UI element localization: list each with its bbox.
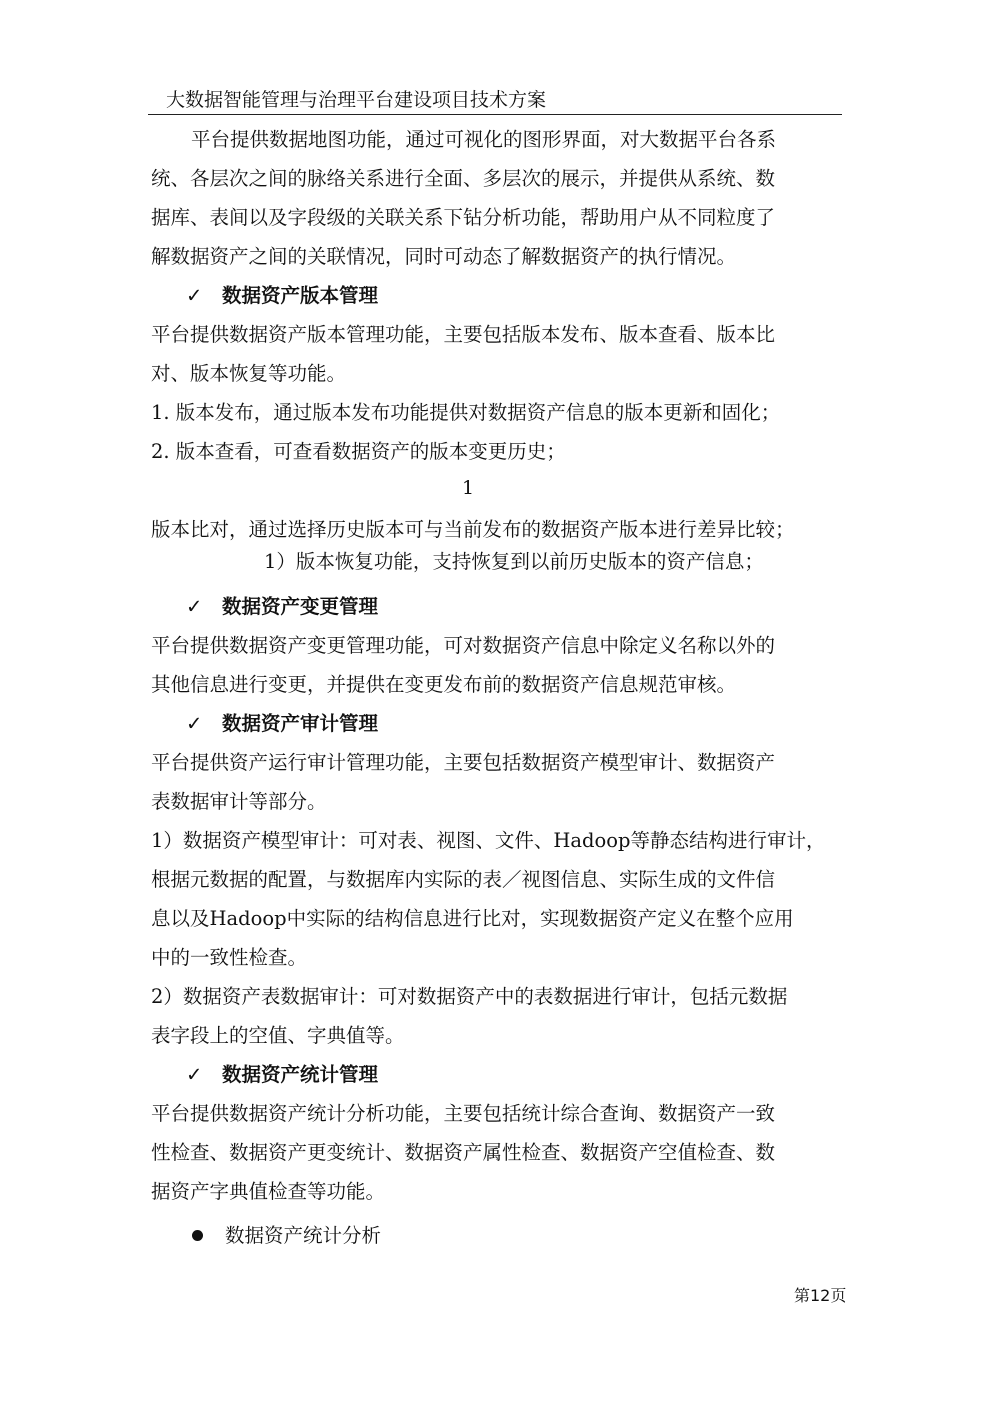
version-item-publish: 1. 版本发布，通过版本发布功能提供对数据资产信息的版本更新和固化； xyxy=(151,401,781,424)
change-paragraph-line-1: 平台提供数据资产变更管理功能，可对数据资产信息中除定义名称以外的 xyxy=(151,634,776,657)
stats-paragraph-line-2: 性检查、数据资产更变统计、数据资产属性检查、数据资产空值检查、数 xyxy=(151,1141,776,1164)
stats-paragraph-line-3: 据资产字典值检查等功能。 xyxy=(151,1180,386,1203)
audit-table-line-2: 表字段上的空值、字典值等。 xyxy=(151,1024,405,1047)
audit-model-line-1: 1）数据资产模型审计：可对表、视图、文件、Hadoop等静态结构进行审计， xyxy=(151,829,826,852)
check-icon: ✓ xyxy=(186,284,203,307)
bullet-stats-analysis xyxy=(192,1222,381,1250)
heading-change-management xyxy=(186,593,378,621)
version-restore-line: 1）版本恢复功能，支持恢复到以前历史版本的资产信息； xyxy=(264,550,764,573)
version-intro-line-2: 对、版本恢复等功能。 xyxy=(151,362,347,385)
heading-stats-label: 数据资产统计管理 xyxy=(222,1063,379,1086)
audit-table-line-1: 2）数据资产表数据审计：可对数据资产中的表数据进行审计，包括元数据 xyxy=(151,985,788,1008)
audit-model-line-2: 根据元数据的配置，与数据库内实际的表／视图信息、实际生成的文件信 xyxy=(151,868,776,891)
heading-audit-management xyxy=(186,710,378,738)
footer-page-number: 第12页 xyxy=(794,1286,847,1305)
bullet-dot-icon xyxy=(192,1230,203,1241)
map-paragraph-line-1: 平台提供数据地图功能，通过可视化的图形界面，对大数据平台各系 xyxy=(191,128,777,151)
document-header-title: 大数据智能管理与治理平台建设项目技术方案 xyxy=(166,89,547,111)
version-intro-line-1: 平台提供数据资产版本管理功能，主要包括版本发布、版本查看、版本比 xyxy=(151,323,776,346)
header-rule xyxy=(148,114,842,115)
check-icon: ✓ xyxy=(186,1063,203,1086)
stats-paragraph-line-1: 平台提供数据资产统计分析功能，主要包括统计综合查询、数据资产一致 xyxy=(151,1102,776,1125)
map-paragraph-line-3: 据库、表间以及字段级的关联关系下钻分析功能，帮助用户从不同粒度了 xyxy=(151,206,776,229)
audit-intro-line-1: 平台提供资产运行审计管理功能，主要包括数据资产模型审计、数据资产 xyxy=(151,751,776,774)
change-paragraph-line-2: 其他信息进行变更，并提供在变更发布前的数据资产信息规范审核。 xyxy=(151,673,737,696)
audit-model-line-4: 中的一致性检查。 xyxy=(151,946,308,969)
version-compare-line: 版本比对，通过选择历史版本可与当前发布的数据资产版本进行差异比较； xyxy=(151,518,795,541)
version-item-view: 2. 版本查看，可查看数据资产的版本变更历史； xyxy=(151,440,566,463)
heading-stats-management xyxy=(186,1061,378,1089)
audit-intro-line-2: 表数据审计等部分。 xyxy=(151,790,327,813)
heading-version-label: 数据资产版本管理 xyxy=(222,284,379,307)
heading-audit-label: 数据资产审计管理 xyxy=(222,712,379,735)
heading-change-label: 数据资产变更管理 xyxy=(222,595,379,618)
audit-model-line-3: 息以及Hadoop中实际的结构信息进行比对，实现数据资产定义在整个应用 xyxy=(151,907,794,930)
bullet-stats-analysis-label: 数据资产统计分析 xyxy=(225,1224,382,1247)
heading-version-management xyxy=(186,282,378,310)
check-icon: ✓ xyxy=(186,712,203,735)
check-icon: ✓ xyxy=(186,595,203,618)
map-paragraph-line-2: 统、各层次之间的脉络关系进行全面、多层次的展示，并提供从系统、数 xyxy=(151,167,776,190)
page-marker: 1 xyxy=(462,477,475,499)
map-paragraph-line-4: 解数据资产之间的关联情况，同时可动态了解数据资产的执行情况。 xyxy=(151,245,737,268)
